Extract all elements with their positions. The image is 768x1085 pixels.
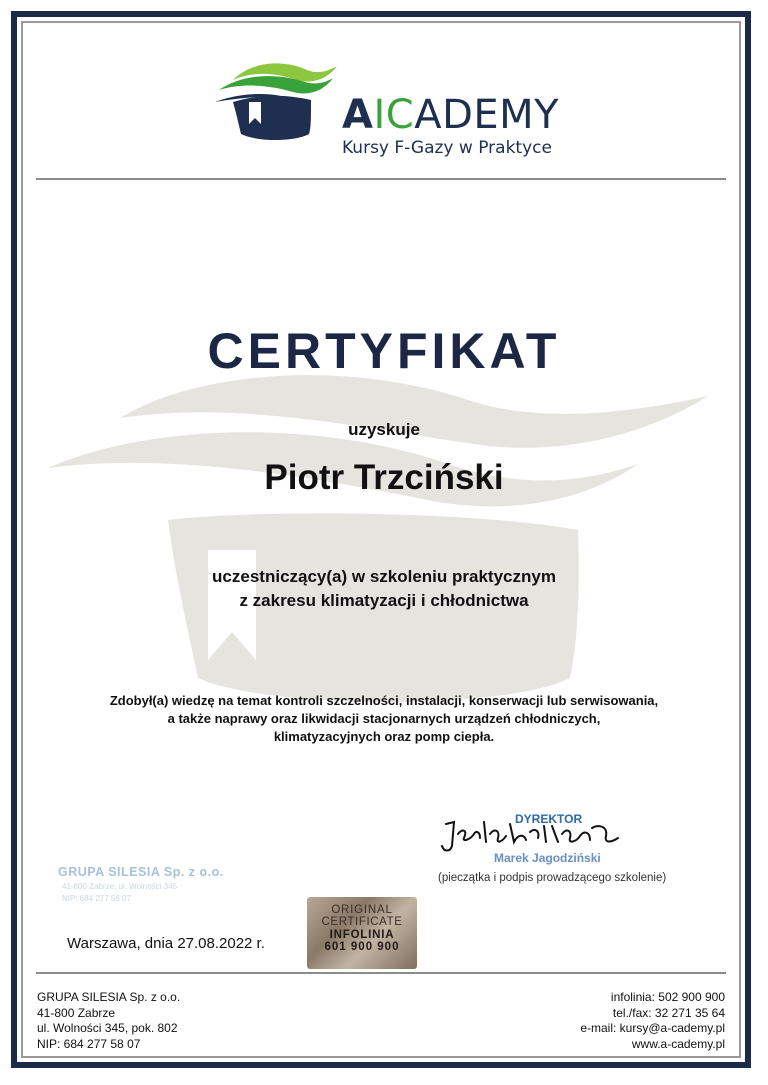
footer-street: ul. Wolności 345, pok. 802: [37, 1021, 178, 1035]
hologram-line: INFOLINIA: [329, 929, 395, 941]
logo-tagline: Kursy F-Gazy w Praktyce: [342, 138, 552, 158]
logo-wordmark: AICADEMY: [342, 92, 560, 138]
certificate-title: CERTYFIKAT: [207, 323, 561, 379]
footer-contact-info: [580, 990, 725, 1052]
academy-logo-icon: [215, 58, 340, 148]
footer-email: e-mail: kursy@a-cademy.pl: [580, 1021, 725, 1035]
hologram-line: 601 900 900: [324, 941, 400, 953]
watermark-logo-icon: [48, 360, 718, 710]
course-line: uczestniczący(a) w szkoleniu praktycznym: [212, 567, 556, 586]
hologram-sticker: [307, 897, 417, 969]
director-name: Marek Jagodziński: [494, 851, 601, 865]
place-and-date: Warszawa, dnia 27.08.2022 r.: [67, 935, 265, 952]
signature-caption: (pieczątka i podpis prowadzącego szkolenie): [438, 872, 667, 884]
course-description: [0, 565, 768, 613]
obtains-label: uzyskuje: [348, 420, 420, 439]
stamp-address: 41-800 Zabrze, ul. Wolności 345: [62, 882, 178, 891]
footer-company-info: [37, 990, 180, 1052]
hologram-line: CERTIFICATE: [321, 916, 403, 928]
knowledge-description: [0, 692, 768, 746]
hologram-line: ORIGINAL: [331, 904, 393, 916]
recipient-name: Piotr Trzciński: [264, 458, 504, 497]
bottom-divider: [36, 972, 726, 974]
top-divider: [36, 178, 726, 180]
course-line: z zakresu klimatyzacji i chłodnictwa: [239, 591, 529, 610]
footer-postcode: 41-800 Zabrze: [37, 1005, 116, 1020]
footer-telfax: tel./fax: 32 271 35 64: [612, 1005, 725, 1020]
desc-line: klimatyzacyjnych oraz pomp ciepła.: [273, 729, 495, 744]
stamp-nip: NIP: 684 277 58 07: [62, 894, 131, 903]
director-role: DYREKTOR: [515, 812, 583, 826]
desc-line: a także naprawy oraz likwidacji stacjonarnych urządzeń chłodniczych,: [167, 711, 601, 726]
footer-company: GRUPA SILESIA Sp. z o.o.: [37, 990, 181, 1004]
footer-nip: NIP: 684 277 58 07: [37, 1036, 141, 1051]
footer-www: www.a-cademy.pl: [631, 1036, 725, 1051]
footer-hotline: infolinia: 502 900 900: [610, 990, 725, 1004]
company-stamp: GRUPA SILESIA Sp. z o.o.: [58, 865, 224, 879]
desc-line: Zdobył(a) wiedzę na temat kontroli szczelności, instalacji, konserwacji lub serwisowania,: [109, 693, 659, 708]
